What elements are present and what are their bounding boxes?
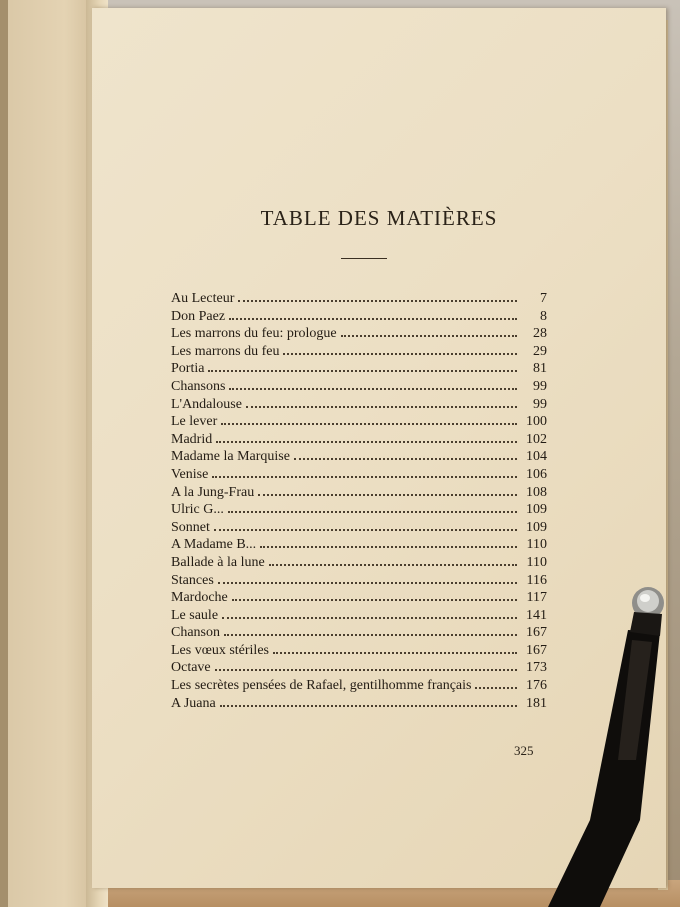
table-of-contents: [171, 291, 547, 713]
toc-leader-dots: [215, 660, 517, 671]
toc-leader-dots: [222, 608, 517, 619]
toc-entry-title: Les vœux stériles: [171, 642, 269, 658]
toc-leader-dots: [260, 537, 517, 548]
toc-entry-title: A Juana: [171, 695, 216, 711]
toc-entry: [171, 502, 547, 520]
toc-entry-title: Sonnet: [171, 519, 210, 535]
toc-entry-title: Chansons: [171, 378, 226, 394]
toc-entry-title: Madame la Marquise: [171, 449, 290, 465]
toc-entry-page: 173: [526, 660, 547, 676]
toc-leader-dots: [208, 361, 517, 372]
toc-entry-title: Octave: [171, 660, 211, 676]
toc-leader-dots: [283, 344, 517, 355]
toc-leader-dots: [220, 696, 517, 707]
toc-leader-dots: [218, 573, 517, 584]
toc-leader-dots: [246, 397, 517, 408]
toc-leader-dots: [475, 678, 517, 689]
toc-entry-title: L'Andalouse: [171, 396, 242, 412]
toc-entry: [171, 379, 547, 397]
toc-entry-page: 81: [533, 361, 547, 377]
toc-entry: [171, 520, 547, 538]
toc-entry: [171, 309, 547, 327]
toc-entry: [171, 608, 547, 626]
toc-entry-title: Stances: [171, 572, 214, 588]
toc-leader-dots: [229, 309, 517, 320]
toc-entry-title: A Madame B...: [171, 537, 257, 553]
toc-leader-dots: [269, 555, 517, 566]
toc-entry-page: 167: [526, 642, 547, 658]
toc-entry: [171, 414, 547, 432]
toc-entry-title: Le saule: [171, 607, 219, 623]
toc-leader-dots: [294, 449, 517, 460]
toc-entry-title: Au Lecteur: [171, 291, 235, 306]
toc-entry-page: 176: [526, 678, 547, 694]
toc-entry: [171, 449, 547, 467]
toc-entry-page: 181: [526, 695, 547, 711]
toc-entry-title: Chanson: [171, 625, 220, 641]
toc-entry-page: 109: [526, 502, 547, 518]
toc-entry-title: Les secrètes pensées de Rafael, gentilhomme français: [171, 678, 472, 694]
toc-entry-title: Portia: [171, 361, 205, 377]
toc-leader-dots: [212, 467, 517, 478]
page-title: TABLE DES MATIÈRES: [260, 206, 498, 230]
toc-entry-page: 117: [526, 590, 547, 606]
toc-entry-page: 8: [540, 308, 547, 324]
toc-entry: [171, 485, 547, 503]
toc-leader-dots: [229, 379, 517, 390]
toc-entry: [171, 397, 547, 415]
toc-entry-title: A la Jung-Frau: [171, 484, 255, 500]
toc-entry-page: 7: [540, 291, 547, 306]
toc-entry-title: Les marrons du feu: [171, 343, 280, 359]
page-number: 325: [514, 743, 534, 758]
toc-entry-page: 116: [526, 572, 547, 588]
toc-entry-title: Mardoche: [171, 590, 228, 606]
toc-leader-dots: [258, 485, 517, 496]
toc-leader-dots: [221, 414, 517, 425]
title-rule: [341, 258, 387, 259]
toc-entry: [171, 537, 547, 555]
toc-entry-page: 110: [526, 537, 547, 553]
toc-entry-page: 29: [533, 343, 547, 359]
toc-entry: [171, 326, 547, 344]
toc-leader-dots: [214, 520, 517, 531]
toc-entry-page: 109: [526, 519, 547, 535]
toc-entry: [171, 573, 547, 591]
toc-leader-dots: [216, 432, 517, 443]
toc-leader-dots: [341, 326, 517, 337]
toc-entry-title: Don Paez: [171, 308, 226, 324]
left-page-edge: [0, 0, 8, 907]
toc-entry-page: 108: [526, 484, 547, 500]
toc-entry-page: 28: [533, 326, 547, 342]
toc-entry: [171, 291, 547, 309]
toc-entry: [171, 467, 547, 485]
toc-entry-title: Madrid: [171, 431, 213, 447]
toc-entry: [171, 344, 547, 362]
toc-entry-title: Ulric G...: [171, 502, 224, 518]
toc-entry: [171, 361, 547, 379]
toc-leader-dots: [238, 291, 517, 302]
toc-entry: [171, 643, 547, 661]
toc-entry-page: 100: [526, 414, 547, 430]
toc-entry-page: 141: [526, 607, 547, 623]
toc-entry: [171, 678, 547, 696]
toc-entry: [171, 590, 547, 608]
toc-entry-page: 104: [526, 449, 547, 465]
toc-entry-page: 110: [526, 554, 547, 570]
toc-leader-dots: [273, 643, 517, 654]
toc-entry: [171, 625, 547, 643]
toc-entry: [171, 432, 547, 450]
toc-leader-dots: [232, 590, 517, 601]
toc-entry-page: 99: [533, 378, 547, 394]
toc-entry-page: 99: [533, 396, 547, 412]
toc-entry-page: 106: [526, 466, 547, 482]
toc-entry: [171, 696, 547, 714]
toc-entry: [171, 660, 547, 678]
toc-entry: [171, 555, 547, 573]
toc-entry-title: Ballade à la lune: [171, 554, 265, 570]
toc-leader-dots: [224, 625, 517, 636]
toc-entry-page: 102: [526, 431, 547, 447]
toc-entry-title: Le lever: [171, 414, 218, 430]
toc-leader-dots: [228, 502, 517, 513]
toc-entry-title: Venise: [171, 466, 209, 482]
toc-entry-page: 167: [526, 625, 547, 641]
toc-entry-title: Les marrons du feu: prologue: [171, 326, 337, 342]
